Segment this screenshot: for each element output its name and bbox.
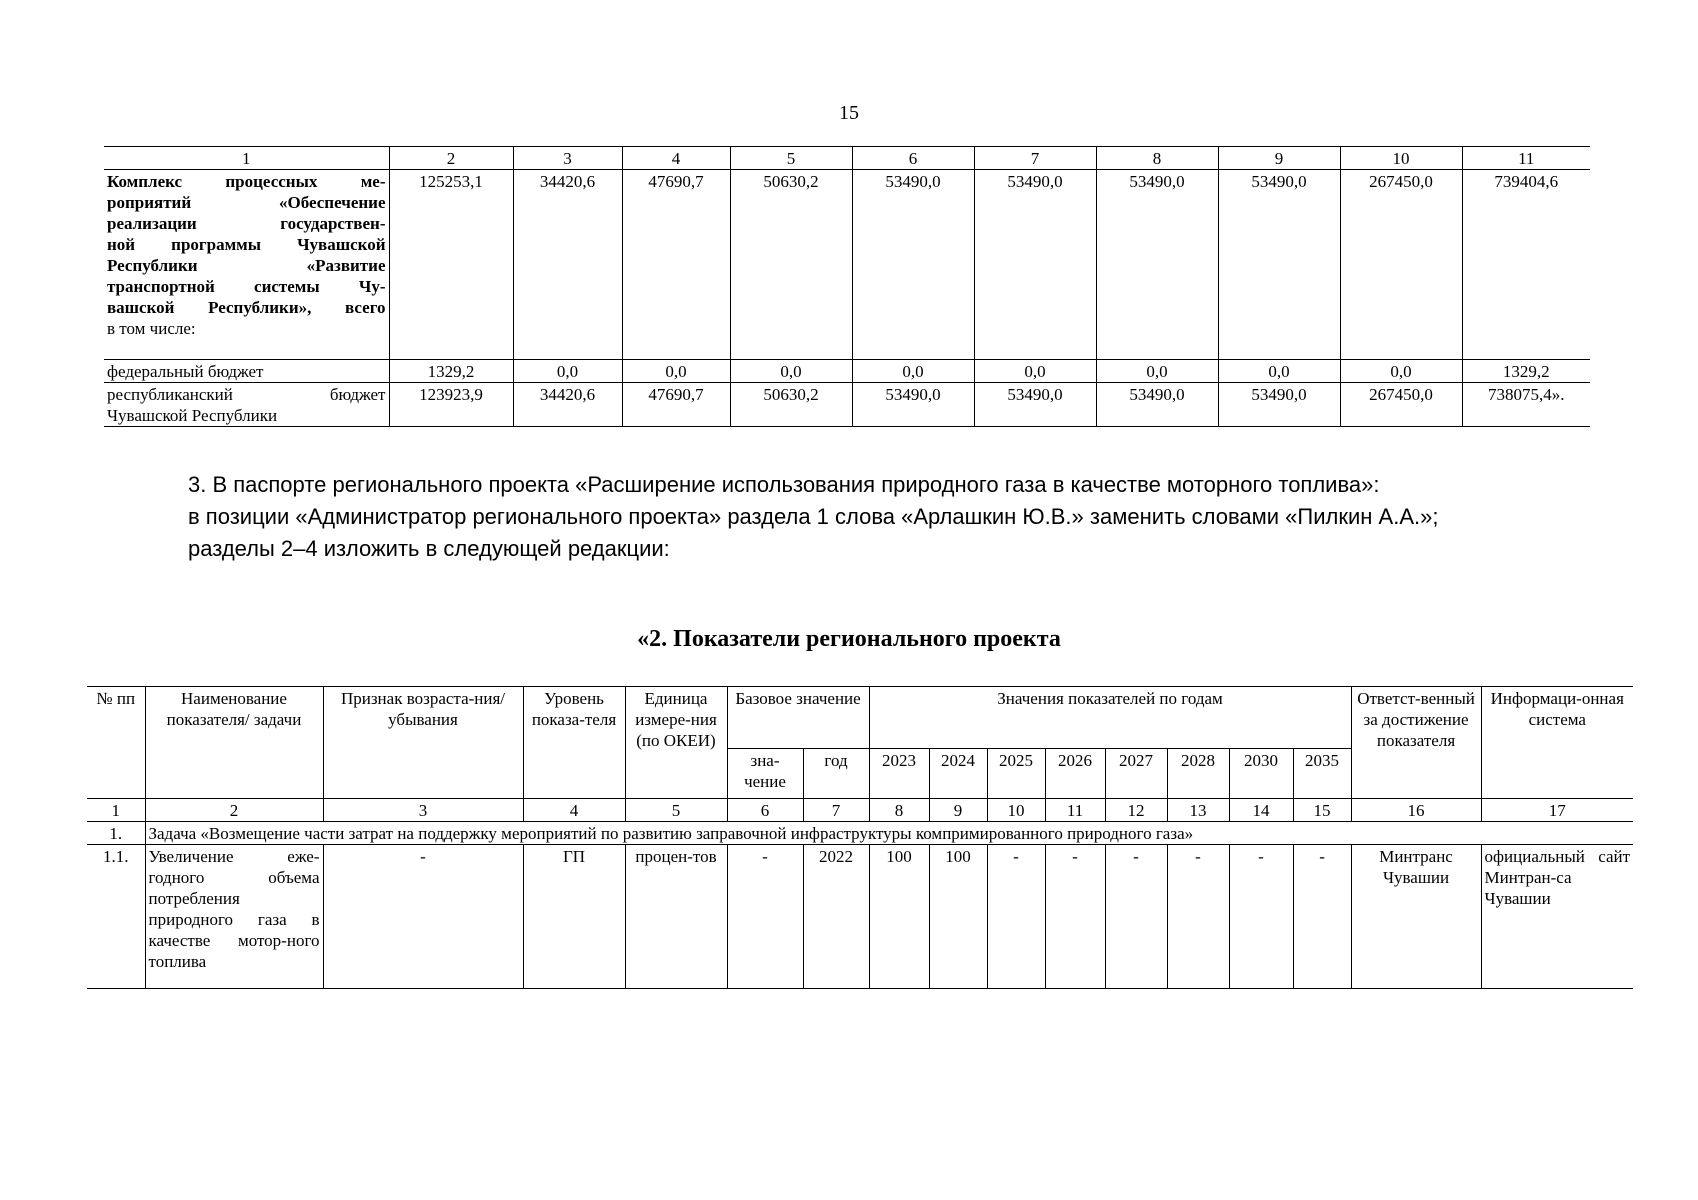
section-heading: «2. Показатели регионального проекта <box>637 626 1061 652</box>
year-value: 100 <box>869 845 929 989</box>
header-year: 2025 <box>987 749 1045 799</box>
header-level: Уровень показа-теля <box>523 687 625 799</box>
cell-value: 0,0 <box>1096 360 1218 383</box>
col-number: 16 <box>1351 799 1481 822</box>
task-num: 1. <box>87 822 145 845</box>
label-line: транспортной системы Чу- <box>107 277 386 296</box>
cell-value: 125253,1 <box>389 170 513 360</box>
indicators-table <box>87 686 1633 989</box>
table1-header-row <box>104 147 1590 170</box>
indicator-name: Увеличение еже-годного объема потребления природного газа в качестве мотор-ного топлива <box>145 845 323 989</box>
col-number: 10 <box>987 799 1045 822</box>
table-row <box>87 845 1633 989</box>
header-num: № пп <box>87 687 145 799</box>
year-value: - <box>1105 845 1167 989</box>
indicator-level: ГП <box>523 845 625 989</box>
cell-value: 53490,0 <box>974 383 1096 427</box>
row-num: 1.1. <box>87 845 145 989</box>
col-number: 12 <box>1105 799 1167 822</box>
year-value: - <box>1045 845 1105 989</box>
col-number: 10 <box>1340 147 1462 170</box>
cell-value: 0,0 <box>974 360 1096 383</box>
paragraph: 3. В паспорте регионального проекта «Расширение использования природного газа в качестве моторного топлива»: <box>188 472 1380 497</box>
indicator-unit: процен-тов <box>625 845 727 989</box>
cell-value: 0,0 <box>622 360 730 383</box>
col-number: 9 <box>1218 147 1340 170</box>
cell-value: 53490,0 <box>852 170 974 360</box>
header-year: 2030 <box>1229 749 1293 799</box>
cell-value: 1329,2 <box>389 360 513 383</box>
header-year: 2024 <box>929 749 987 799</box>
label-line: вашской Республики», всего <box>107 298 386 317</box>
cell-value: 267450,0 <box>1340 170 1462 360</box>
label-line: роприятий «Обеспечение <box>107 193 386 212</box>
cell-value: 53490,0 <box>852 383 974 427</box>
header-base: Базовое значение <box>727 687 869 749</box>
col-number: 8 <box>1096 147 1218 170</box>
cell-value: 53490,0 <box>974 170 1096 360</box>
label-line: Комплекс процессных ме- <box>107 172 386 191</box>
cell-value: 267450,0 <box>1340 383 1462 427</box>
info-system: официальный сайт Минтран-са Чувашии <box>1481 845 1633 989</box>
col-number: 14 <box>1229 799 1293 822</box>
cell-value: 0,0 <box>1340 360 1462 383</box>
header-year: 2035 <box>1293 749 1351 799</box>
col-number: 9 <box>929 799 987 822</box>
cell-value: 739404,6 <box>1462 170 1590 360</box>
cell-value: 53490,0 <box>1218 170 1340 360</box>
header-base-value: зна-чение <box>727 749 803 799</box>
year-value: - <box>1167 845 1229 989</box>
paragraph: разделы 2–4 изложить в следующей редакции: <box>188 536 670 561</box>
year-value: - <box>1229 845 1293 989</box>
col-number: 11 <box>1462 147 1590 170</box>
cell-value: 0,0 <box>1218 360 1340 383</box>
cell-value: 50630,2 <box>730 170 852 360</box>
header-values-by-year: Значения показателей по годам <box>869 687 1351 749</box>
col-number: 5 <box>625 799 727 822</box>
year-value: - <box>987 845 1045 989</box>
task-text: Задача «Возмещение части затрат на поддержку мероприятий по развитию заправочной инфраструктуры компримированного природного газа» <box>145 822 1633 845</box>
year-value: - <box>1293 845 1351 989</box>
cell-value: 47690,7 <box>622 383 730 427</box>
col-number: 6 <box>852 147 974 170</box>
cell-value: 53490,0 <box>1218 383 1340 427</box>
col-number: 17 <box>1481 799 1633 822</box>
label-line: Республики «Развитие <box>107 256 386 275</box>
funding-table <box>104 146 1590 427</box>
header-year: 2027 <box>1105 749 1167 799</box>
header-year: 2028 <box>1167 749 1229 799</box>
col-number: 3 <box>513 147 622 170</box>
col-number: 11 <box>1045 799 1105 822</box>
cell-value: 53490,0 <box>1096 383 1218 427</box>
col-number: 8 <box>869 799 929 822</box>
base-value: - <box>727 845 803 989</box>
col-number: 7 <box>974 147 1096 170</box>
col-number: 4 <box>622 147 730 170</box>
cell-value: 0,0 <box>730 360 852 383</box>
base-year: 2022 <box>803 845 869 989</box>
col-number: 7 <box>803 799 869 822</box>
responsible: Минтранс Чувашии <box>1351 845 1481 989</box>
table-row <box>104 383 1590 427</box>
header-base-year: год <box>803 749 869 799</box>
indicator-trend: - <box>323 845 523 989</box>
header-unit: Единица измере-ния (по ОКЕИ) <box>625 687 727 799</box>
cell-value: 0,0 <box>852 360 974 383</box>
header-trend: Признак возраста-ния/убывания <box>323 687 523 799</box>
header-name: Наименование показателя/ задачи <box>145 687 323 799</box>
table-row <box>104 170 1590 360</box>
row-label: федеральный бюджет <box>104 360 389 383</box>
col-number: 4 <box>523 799 625 822</box>
label-line: республиканский бюджет <box>107 385 386 404</box>
col-number: 2 <box>389 147 513 170</box>
row-label <box>104 170 389 360</box>
page-number: 15 <box>839 102 859 124</box>
task-row <box>87 822 1633 845</box>
cell-value: 50630,2 <box>730 383 852 427</box>
col-number: 6 <box>727 799 803 822</box>
header-year: 2026 <box>1045 749 1105 799</box>
table-row <box>104 360 1590 383</box>
col-number: 13 <box>1167 799 1229 822</box>
label-line: ной программы Чувашской <box>107 235 386 254</box>
cell-value: 0,0 <box>513 360 622 383</box>
row-label <box>104 383 389 427</box>
col-number: 2 <box>145 799 323 822</box>
cell-value: 34420,6 <box>513 383 622 427</box>
table2-header-row <box>87 687 1633 749</box>
header-year: 2023 <box>869 749 929 799</box>
col-number: 3 <box>323 799 523 822</box>
header-responsible: Ответст-венный за достижение показателя <box>1351 687 1481 799</box>
year-value: 100 <box>929 845 987 989</box>
cell-value: 123923,9 <box>389 383 513 427</box>
cell-value: 53490,0 <box>1096 170 1218 360</box>
label-tail: в том числе: <box>107 319 196 338</box>
paragraph: в позиции «Администратор регионального проекта» раздела 1 слова «Арлашкин Ю.В.» заменить словами «Пилкин А.А.»; <box>188 504 1439 529</box>
label-tail: Чувашской Республики <box>107 406 278 425</box>
cell-value: 738075,4». <box>1462 383 1590 427</box>
col-number: 5 <box>730 147 852 170</box>
cell-value: 34420,6 <box>513 170 622 360</box>
cell-value: 47690,7 <box>622 170 730 360</box>
cell-value: 1329,2 <box>1462 360 1590 383</box>
col-number: 15 <box>1293 799 1351 822</box>
table2-colnum-row <box>87 799 1633 822</box>
label-line: реализации государствен- <box>107 214 386 233</box>
header-info-system: Информаци-онная система <box>1481 687 1633 799</box>
col-number: 1 <box>104 147 389 170</box>
col-number: 1 <box>87 799 145 822</box>
